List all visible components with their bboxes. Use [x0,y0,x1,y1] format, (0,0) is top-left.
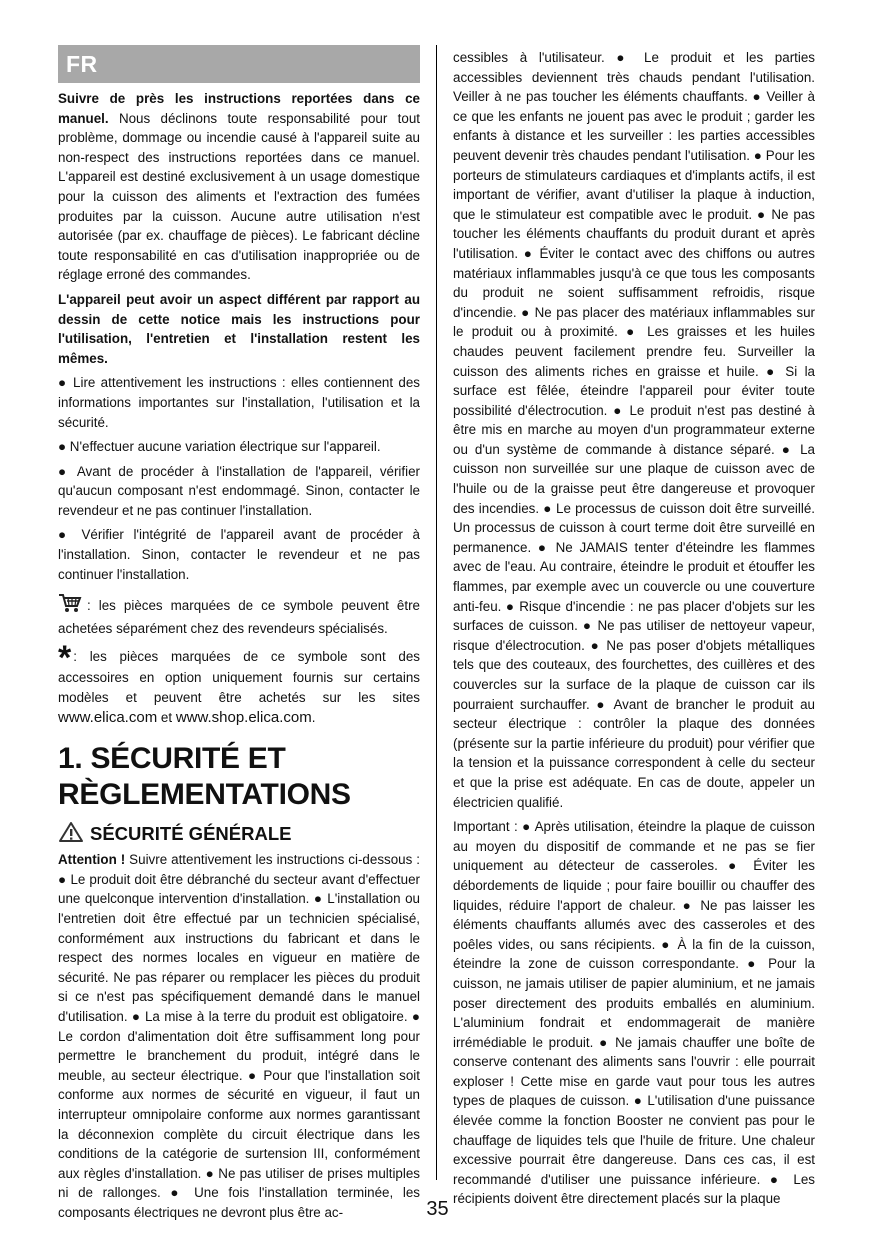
column-divider [436,45,437,1180]
attention-paragraph [58,850,420,1222]
language-header: FR [58,45,420,83]
elica-link[interactable]: www.elica.com [58,708,158,726]
bullet-item: ● Lire attentivement les instructions : elles contiennent des informations importantes sur l'installation, l'utilisation et la sécurité. [58,375,420,430]
cart-symbol-note [58,593,420,638]
asterisk-icon: * [58,639,72,678]
left-column [58,45,420,1228]
intro-bold: Suivre de près les instructions reportées dans ce manuel. [58,91,420,126]
appearance-note: L'appareil peut avoir un aspect différent par rapport au dessin de cette notice mais les instructions pour l'utilisation, l'entretien et l'installation restent les mêmes. [58,291,420,366]
bullet-item: ● Vérifier l'intégrité de l'appareil avant de procéder à l'installation. Sinon, contacter le revendeur et ne pas continuer l'installation. [58,527,420,582]
section-title-line2: RÈGLEMENTATIONS [58,778,351,812]
subsection-title-text: SÉCURITÉ GÉNÉRALE [90,823,292,845]
attention-text-part2: cessibles à l'utilisateur. ● Le produit et les parties accessibles deviennent très chauds pendant l'utilisation. Veiller à ne pas toucher les éléments chauffants. ● Veiller à ce que les enfants ne jouent pas avec le produit ; garder les enfants à distance et les surveiller : les parties accessibles peuvent devenir très chaudes pendant l'utilisation. ● Pour les porteurs de stimulateurs cardiaques et d'implants actifs, il est important de vérifier, avant d'utiliser la plaque à induction, que le stimulateur est compatible avec le produit. ● Ne pas toucher les éléments chauffants du produit durant et après l'utilisation. ● Éviter le contact avec des chiffons ou autres matériaux inflammables jusqu'à ce que tous les composants du produit ne soient suffisamment refroidis, risque d'incendie. ● Ne pas placer des matériaux inflammables sur le produit ou à proximité. ● Les graisses et les huiles chaudes peuvent facilement prendre feu. Surveiller la cuisson des aliments riches en graisse et huile. ● Si la surface est fêlée, éteindre l'appareil pour éviter toute possibilité d'électrocution. ● Le produit n'est pas destiné à être mis en marche au moyen d'un programmateur externe ou d'un système de commande à distance séparé. ● La cuisson non surveillée sur une plaque de cuisson avec de l'huile ou de la graisse peut être dangereuse et provoquer des incendies. ● Le processus de cuisson doit être surveillé. Un processus de cuisson à court terme doit être surveillé en permanence. ● Ne JAMAIS tenter d'éteindre les flammes avec de l'eau. Au contraire, éteindre le produit et étouffer les flammes, par exemple avec un couvercle ou une couverture anti-feu. ● Risque d'incendie : ne pas placer d'objets sur les surfaces de cuisson. ● Ne pas utiliser de nettoyeur vapeur, risque d'électrocution. ● Ne pas poser d'objets métalliques tels que des couteaux, des fourchettes, des cuillères et des couvercles sur la surface de la plaque de cuisson car ils pourraient surchauffer. ● Avant de brancher le produit au secteur électrique : contrôler la plaque des données (présente sur la partie inférieure du produit) pour vérifier que la tension et la puissance correspondent à celle du secteur et que la prise est adéquate. En cas de doute, appeler un électricien qualifié. [453,50,815,810]
bullet-item: ● N'effectuer aucune variation électrique sur l'appareil. [58,439,381,455]
subsection-title [58,821,420,846]
shopping-cart-icon [58,593,82,619]
star-note-end: . [311,709,316,725]
star-note-and: et [157,709,176,725]
intro-paragraph [58,89,420,285]
important-paragraph: Important : ● Après utilisation, éteindre la plaque de cuisson au moyen du dispositif de commande et ne pas se fier uniquement au détecteur de casseroles. ● Éviter les débordements de liquide ; pour faire bouillir ou chauffer des liquides, réduire l'apport de chaleur. ● Ne pas laisser les éléments chauffants allumés avec des casseroles et des poêles vides, ou sans récipients. ● À la fin de la cuisson, éteindre la zone de cuisson correspondante. ● Pour la cuisson, ne jamais utiliser de papier aluminium, et ne jamais poser directement des produits emballés en aluminium. L'aluminium fondrait et endommagerait de manière irrémédiable le produit. ● Ne jamais chauffer une boîte de conserve contenant des aliments sans l'ouvrir : elle pourrait exploser ! Cette mise en garde vaut pour tous les autres types de plaques de cuisson. ● L'utilisation d'une puissance élevée comme la fonction Booster ne convient pas pour le chauffage de liquides tels que l'huile de friture. Une chaleur excessive pourrait être dangereuse. Dans ces cas, il est recommandé d'utiliser une puissance inférieure. ● Les récipients doivent être directement placés sur la plaque [453,819,815,1207]
intro-rest: Nous déclinons toute responsabilité pour tout problème, dommage ou incendie causé à l'appareil suite au non-respect des instructions reportées dans ce manuel. L'appareil est destiné exclusivement à un usage domestique pour la cuisson des aliments et l'extraction des fumées produites par la cuisson. Aucune autre utilisation n'est autorisée (par ex. chauffage de pièces). Le fabricant décline toute responsabilité en cas d'utilisation inappropriée ou de réglage erroné des commandes. [58,110,420,283]
star-note-text: : les pièces marquées de ce symbole sont des accessoires en option uniquement fournis sur certains modèles et peuvent être achetés sur les sites [58,649,420,706]
bullet-item: ● Avant de procéder à l'installation de l'appareil, vérifier qu'aucun composant n'est endommagé. Sinon, contacter le revendeur et ne pas continuer l'installation. [58,463,420,518]
right-column [453,48,815,1214]
section-title [58,741,420,813]
attention-continued [453,48,815,812]
warning-icon [58,821,84,843]
attention-text-part1: Suivre attentivement les instructions ci-dessous : ● Le produit doit être débranché du secteur avant d'effectuer une quelconque intervention d'installation. ● L'installation ou l'entretien doit être effectué par un technicien spécialisé, conformément aux instructions du fabricant et dans le respect des normes locales en vigueur en matière de sécurité. Ne pas réparer ou remplacer les pièces du produit si ce n'est pas spécifiquement demandé dans le manuel d'utilisation. ● La mise à la terre du produit est obligatoire. ● Le cordon d'alimentation doit être suffisamment long pour permettre le branchement du produit, intégré dans le meuble, au secteur électrique. ● Pour que l'installation soit conforme aux normes de sécurité en vigueur, il faut un interrupteur omnipolaire conforme aux normes garantissant la déconnexion complète du circuit électrique dans les conditions de la catégorie de surtension III, conformément aux règles d'installation. ● Ne pas utiliser de prises multiples ni de rallonges. ● Une fois l'installation terminée, les composants électriques ne devront plus être ac- [58,852,421,1220]
cart-note-text: : les pièces marquées de ce symbole peuvent être achetées séparément chez des revendeurs spécialisés. [58,598,420,636]
page-number: 35 [426,1198,449,1220]
star-symbol-note [58,639,420,727]
elica-shop-link[interactable]: www.shop.elica.com [175,708,312,726]
section-title-line1: 1. SÉCURITÉ ET [58,742,286,776]
attention-label: Attention ! [58,852,126,868]
